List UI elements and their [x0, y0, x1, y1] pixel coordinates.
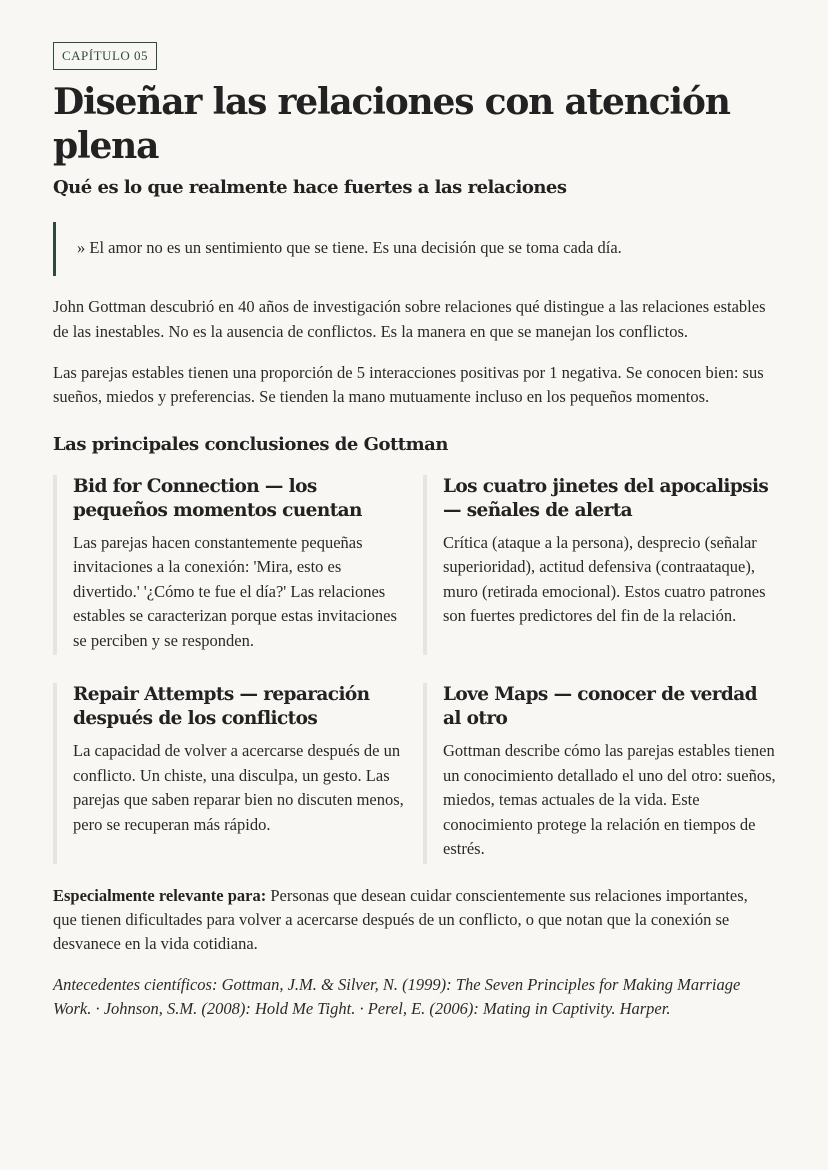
- card-title: Love Maps — conocer de verdad al otro: [443, 684, 757, 729]
- card-title: Repair Attempts — reparación después de los conflictos: [73, 684, 370, 729]
- card-title: Bid for Connection — los pequeños momentos cuentan: [73, 475, 362, 521]
- card-body: La capacidad de volver a acercarse después de un conflicto. Un chiste, una disculpa, un gesto. Las parejas que saben reparar bien no discuten menos, pero se recuperan más rápido.: [73, 741, 404, 834]
- page-title: Diseñar las relaciones con atención plena: [53, 81, 730, 167]
- section-heading: Las principales conclusiones de Gottman: [53, 433, 448, 455]
- relevance-note: [53, 884, 775, 956]
- finding-card-four-horsemen: [423, 475, 776, 656]
- card-body: Gottman describe cómo las parejas estables tienen un conocimiento detallado el uno del otro: sueños, miedos, temas actuales de la vida. Este conocimiento protege la relación en tiempos de estrés.: [443, 741, 776, 858]
- intro-paragraph-2: Las parejas estables tienen una proporción de 5 interacciones positivas por 1 negativa. Se conocen bien: sus sueños, miedos y preferencias. Se tienden la mano mutuamente incluso en los pequeños momentos.: [53, 362, 764, 406]
- chapter-page: [53, 42, 775, 1038]
- finding-card-bid-for-connection: [53, 475, 406, 656]
- relevance-label: Especialmente relevante para:: [53, 885, 267, 905]
- relevance-text: Personas que desean cuidar conscientemente sus relaciones importantes, que tienen dificultades para volver a acercarse después de un conflicto, o que notan que la conexión se desvanece en la vida cotidiana.: [53, 885, 748, 953]
- card-body: Las parejas hacen constantemente pequeñas invitaciones a la conexión: 'Mira, esto es divertido.' '¿Cómo te fue el día?' Las relaciones estables se caracterizan porque estas invitaciones se perciben y se responden.: [73, 532, 397, 650]
- findings-grid: [53, 475, 775, 864]
- intro-paragraph-1: John Gottman descubrió en 40 años de investigación sobre relaciones qué distingue a las relaciones estables de las inestables. No es la ausencia de conflictos. Es la manera en que se manejan los conflictos.: [53, 297, 766, 341]
- chapter-badge: CAPÍTULO 05: [53, 42, 157, 70]
- finding-card-love-maps: [423, 683, 776, 864]
- pull-quote: » El amor no es un sentimiento que se tiene. Es una decisión que se toma cada día.: [53, 222, 775, 276]
- card-title: Los cuatro jinetes del apocalipsis — señales de alerta: [443, 475, 769, 521]
- page-subtitle: Qué es lo que realmente hace fuertes a las relaciones: [53, 177, 567, 198]
- card-body: Crítica (ataque a la persona), desprecio (señalar superioridad), actitud defensiva (contraataque), muro (retirada emocional). Estos cuatro patrones son fuertes predictores del fin de la relación.: [443, 532, 766, 625]
- finding-card-repair-attempts: [53, 683, 406, 864]
- scientific-sources: Antecedentes científicos: Gottman, J.M. & Silver, N. (1999): The Seven Principles for Making Marriage Work. · Johnson, S.M. (2008): Hold Me Tight. · Perel, E. (2006): Mating in Captivity. Harper.: [53, 974, 741, 1018]
